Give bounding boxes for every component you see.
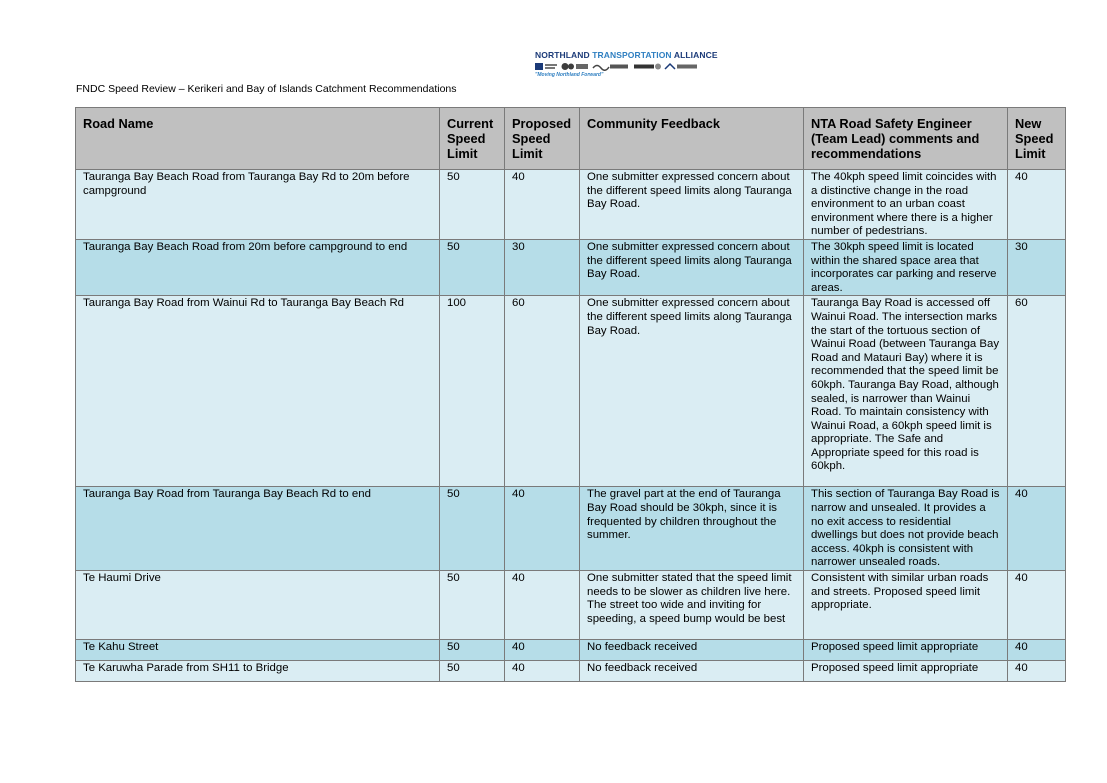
table-row [76,660,1066,681]
current-limit-cell: 50 [440,570,505,639]
header-proposed-speed-limit: Proposed Speed Limit [505,108,580,170]
current-limit-cell: 50 [440,487,505,571]
proposed-limit-cell: 60 [505,296,580,487]
header-community-feedback: Community Feedback [580,108,804,170]
feedback-cell: One submitter stated that the speed limit needs to be slower as children live here. The street too wide and inviting for speeding, a speed bump would be best [580,570,804,639]
road-name-cell: Tauranga Bay Road from Wainui Rd to Tauranga Bay Beach Rd [76,296,440,487]
comments-cell: This section of Tauranga Bay Road is narrow and unsealed. It provides a no exit access to residential dwellings but does not provide beach access. 40kph is consistent with narrower unsealed roads. [804,487,1008,571]
table-header-row [76,108,1066,170]
road-name-cell: Tauranga Bay Beach Road from Tauranga Bay Rd to 20m before campground [76,170,440,240]
partner-logo-whangarei [593,66,609,71]
table-row [76,639,1066,660]
new-limit-cell: 40 [1008,570,1066,639]
header-current-speed-limit: Current Speed Limit [440,108,505,170]
partner-logo-northland [634,65,654,69]
table-row [76,487,1066,571]
new-limit-cell: 40 [1008,170,1066,240]
logo-tagline: "Moving Northland Forward" [535,72,604,78]
comments-cell: Consistent with similar urban roads and streets. Proposed speed limit appropriate. [804,570,1008,639]
proposed-limit-cell: 40 [505,639,580,660]
current-limit-cell: 50 [440,639,505,660]
current-limit-cell: 50 [440,239,505,295]
current-limit-cell: 100 [440,296,505,487]
feedback-cell: No feedback received [580,639,804,660]
document-heading: FNDC Speed Review – Kerikeri and Bay of Islands Catchment Recommendations [76,83,457,95]
road-name-cell: Te Haumi Drive [76,570,440,639]
new-limit-cell: 60 [1008,296,1066,487]
comments-cell: The 40kph speed limit coincides with a distinctive change in the road environment to an urban coast environment where there is a higher number of pedestrians. [804,170,1008,240]
new-limit-cell: 40 [1008,487,1066,571]
partner-logo-nzta [665,64,675,69]
road-name-cell: Tauranga Bay Beach Road from 20m before campground to end [76,239,440,295]
table-row [76,239,1066,295]
new-limit-cell: 40 [1008,639,1066,660]
proposed-limit-cell: 40 [505,660,580,681]
comments-cell: Proposed speed limit appropriate [804,660,1008,681]
nta-logo [535,50,718,82]
proposed-limit-cell: 40 [505,487,580,571]
current-limit-cell: 50 [440,170,505,240]
road-name-cell: Tauranga Bay Road from Tauranga Bay Beach Rd to end [76,487,440,571]
road-name-cell: Te Kahu Street [76,639,440,660]
proposed-limit-cell: 40 [505,170,580,240]
logo-title-alliance: ALLIANCE [673,50,718,60]
partner-logos [535,62,700,71]
table-row [76,296,1066,487]
proposed-limit-cell: 30 [505,239,580,295]
feedback-cell: One submitter expressed concern about the different speed limits along Tauranga Bay Road. [580,296,804,487]
feedback-cell: One submitter expressed concern about the different speed limits along Tauranga Bay Road. [580,170,804,240]
logo-title [535,50,718,60]
header-engineer-comments: NTA Road Safety Engineer (Team Lead) comments and recommendations [804,108,1008,170]
road-name-cell: Te Karuwha Parade from SH11 to Bridge [76,660,440,681]
feedback-cell: No feedback received [580,660,804,681]
table-row [76,170,1066,240]
new-limit-cell: 40 [1008,660,1066,681]
partner-logo-far-north [535,63,543,70]
logo-title-transportation: TRANSPORTATION [592,50,672,60]
partner-logo-kaipara [562,63,569,70]
comments-cell: Proposed speed limit appropriate [804,639,1008,660]
table-row [76,570,1066,639]
feedback-cell: The gravel part at the end of Tauranga Bay Road should be 30kph, since it is frequented by children throughout the summer. [580,487,804,571]
speed-review-table [75,107,1066,682]
proposed-limit-cell: 40 [505,570,580,639]
feedback-cell: One submitter expressed concern about the different speed limits along Tauranga Bay Road. [580,239,804,295]
logo-title-northland: NORTHLAND [535,50,590,60]
header-new-speed-limit: New Speed Limit [1008,108,1066,170]
current-limit-cell: 50 [440,660,505,681]
comments-cell: The 30kph speed limit is located within the shared space area that incorporates car parking and reserve areas. [804,239,1008,295]
comments-cell: Tauranga Bay Road is accessed off Wainui Road. The intersection marks the start of the tortuous section of Wainui Road (between Tauranga Bay Road and Matauri Bay) where it is recommended that the speed limit be 60kph. Tauranga Bay Road, although sealed, is narrower than Wainui Road. To maintain consistency with Wainui Road, a 60kph speed limit is appropriate. The Safe and Appropriate speed for this road is 60kph. [804,296,1008,487]
header-road-name: Road Name [76,108,440,170]
new-limit-cell: 30 [1008,239,1066,295]
